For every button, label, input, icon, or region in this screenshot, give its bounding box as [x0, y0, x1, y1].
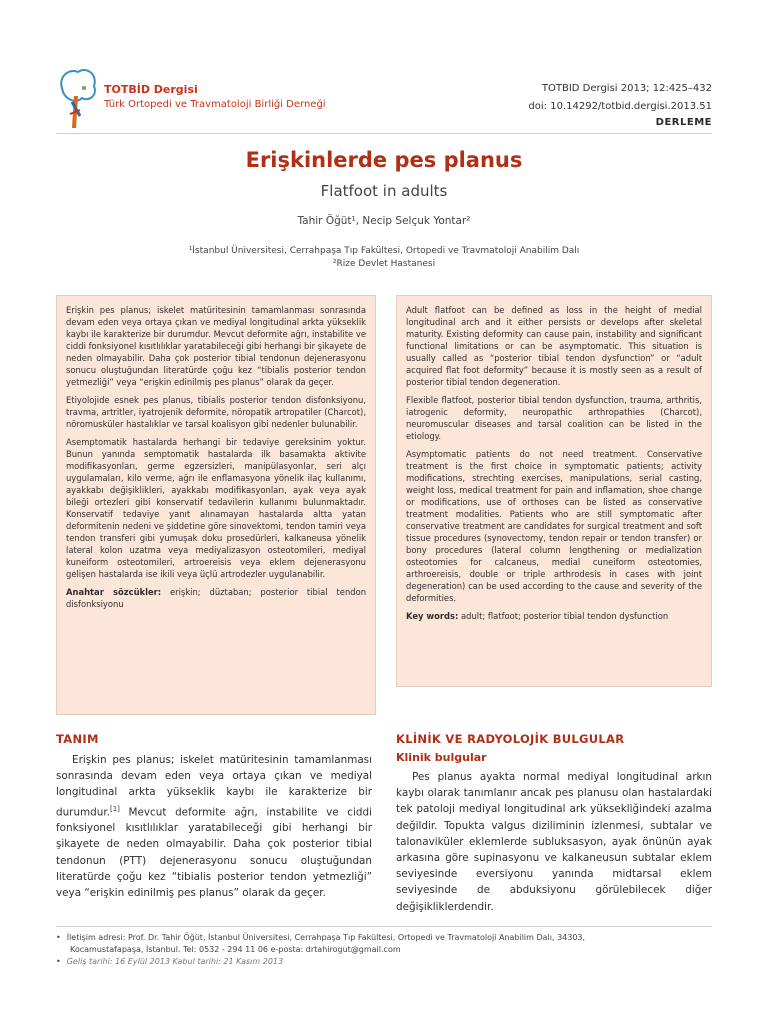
tree-logo-icon — [56, 66, 100, 132]
citation: TOTBID Dergisi 2013; 12:425–432 — [541, 83, 712, 94]
reference-1[interactable]: [1] — [109, 804, 120, 813]
bullet-icon: • — [56, 957, 61, 966]
keywords-tr-values: erişkin; düztaban; posterior tibial tendon disfonksiyonu — [66, 587, 366, 609]
affiliation-1: ¹İstanbul Üniversitesi, Cerrahpaşa Tıp Fakültesi, Ortopedi ve Travmatoloji Anabilim Dalı — [188, 246, 580, 256]
journal-logo — [56, 66, 100, 132]
article-title: Erişkinlerde pes planus — [245, 148, 523, 172]
doi: doi: 10.14292/totbid.dergisi.2013.51 — [528, 101, 712, 112]
keywords-en-label: Key words: — [406, 611, 459, 621]
contact-line-2: Kocamustafapaşa, İstanbul. Tel: 0532 - 294 11 06 e-posta: drtahirogut@gmail.com — [70, 945, 401, 954]
article-subtitle: Flatfoot in adults — [320, 182, 448, 200]
tanim-text-2: Mevcut deformite ağrı, instabilite ve ciddi fonksiyonel kısıtlılıklar yaratabileceği gibi herhangi bir şikayete de neden olmayabilir. Daha çok posterior tibial tendonun (PTT) dejenerasyonu sonucu oluştuğundan literatürde çoğu kez “tibialis posterior tendon yetmezliği” veya “erişkin edinilmiş pes planus” olarak da geçer. — [56, 806, 372, 900]
keywords-tr-label: Anahtar sözcükler: — [66, 587, 162, 597]
klinik-text: Pes planus ayakta normal mediyal longitudinal arkın kaybı olarak tanımlanır ancak pes planusu olan hastalardaki tek patoloji mediyal longitudinal ark yüksekliğindeki azalma değildir. Topukta valgus diziliminin izlenmesi, subtalar ve talonaviküler eklemlerde subluksasyon, ayak önünün ayak arkasına göre supinasyonu ve kalkaneusun subtalar eklem seviyesinde eversiyonu yanında midtarsal eklem seviyesinde de abduksiyonu görülebilecek diğer değişikliklerdendir. — [396, 771, 712, 913]
abstract-tr-p3: Asemptomatik hastalarda herhangi bir tedaviye gereksinim yoktur. Bunun yanında semptomatik hastalarda ilk basamakta aktivite modifikasyonları, germe egzersizleri, manipülasyonlar, seri alçı uygulamaları, kilo verme, ağrı ile enflamasyona yönelik ilaç kullanımı, ayakkabı değişiklikleri, ayakkabı modifikasyonları, ayak veya ayak bileği ortezleri gibi konservatif tedavilerin kullanımı bulunmaktadır. Konservatif tedaviye yanıt alınamayan hastalarda altta yatan deformitenin nedeni ve şiddetine göre sinovektomi, tendon tamiri veya tendon transferi gibi yumuşak doku prosedürleri, kalkaneusa yönelik lateral kolon uzatma veya mediyalizasyon osteotomileri, mediyal kuneiform osteotomileri, artroereisis veya eklem dejenerasyonu gelişen hastalarda ise ikili veya üçlü artrodezler uygulanabilir. — [66, 437, 366, 579]
footer — [56, 932, 716, 968]
tanim-text-1: Erişkin pes planus; iskelet matüritesinin tamamlanması sonrasında devam eden veya ortaya çıkan ve mediyal longitudinal arkta yükseklik kaybı ile karakterize bir durumdur. — [56, 754, 372, 819]
keywords-en — [406, 610, 702, 622]
subsection-heading-klinik-bulgular: Klinik bulgular — [396, 751, 487, 764]
abstract-en-p2: Flexible flatfoot, posterior tibial tendon dysfunction, trauma, arthritis, iatrogenic deformity, neuropathic arthropathies (Charcot), neuromuscular diseases and tarsal coalition can be listed in the etiology. — [406, 395, 702, 441]
section-heading-klinik: KLİNİK VE RADYOLOJİK BULGULAR — [396, 732, 625, 746]
keywords-tr — [66, 586, 366, 610]
abstract-english — [396, 295, 712, 687]
journal-title: TOTBİD Dergisi — [104, 83, 198, 96]
authors: Tahir Öğüt¹, Necip Selçuk Yontar² — [297, 215, 471, 227]
keywords-en-values: adult; flatfoot; posterior tibial tendon dysfunction — [458, 611, 669, 621]
bullet-icon: • — [56, 933, 61, 942]
abstract-tr-p2: Etiyolojide esnek pes planus, tibialis posterior tendon disfonksiyonu, travma, artritler, iyatrojenik deformite, nöropatik artropatiler (Charcot), nöromusküler hastalıklar ve tarsal koalisyon gibi nedenler bulunabilir. — [66, 395, 366, 429]
society-name: Türk Ortopedi ve Travmatoloji Birliği Derneği — [104, 99, 326, 110]
abstract-tr-p1: Erişkin pes planus; iskelet matüritesinin tamamlanması sonrasında devam eden veya ortaya çıkan ve mediyal longitudinal arkta yükseklik kaybı ile karakterize bir durumdur. Mevcut deformite ağrı, instabilite ve ciddi fonksiyonel kısıtlılıklar yaratabileceği gibi herhangi bir şikayete de neden olmayabilir. Daha çok posterior tibial tendonun dejenerasyonu sonucu oluştuğundan literatürde çoğu kez “tibialis posterior tendon yetmezliği” veya “erişkin edinilmiş pes planus” olarak da geçer. — [66, 305, 366, 387]
dates: Geliş tarihi: 16 Eylül 2013 Kabul tarihi: 21 Kasım 2013 — [66, 957, 284, 966]
abstract-en-p3: Asymptomatic patients do not need treatment. Conservative treatment is the first choice in symptomatic patients; activity modifications, strechting exercises, manipulations, serial casting, weight loss, medical treatment for pain and inflamation, shoe change or modifications, use of orthoses can be listed as conservative treatment modalities. Patients who are still symptomatic after conservative treatment are candidates for surgical treatment and soft tissue procedures (synovectomy, tendon repair or tendon transfer) or bony procedures (lateral column lengthening or medialization osteotomies for calcaneus, medial cuneiform osteotomies, arthroereisis, double or triple arthrodesis in cases with joint degeneration) can be used according to the cause and severity of the deformities. — [406, 449, 702, 603]
affiliation-2: ²Rize Devlet Hastanesi — [332, 259, 436, 269]
section-body-tanim — [56, 752, 372, 901]
section-heading-tanim: TANIM — [56, 732, 99, 746]
contact-address: İletişim adresi: Prof. Dr. Tahir Öğüt, İstanbul Üniversitesi, Cerrahpaşa Tıp Fakültesi, Ortopedi ve Travmatoloji Anabilim Dalı, 34303, — [66, 933, 586, 942]
abstract-turkish — [56, 295, 376, 715]
abstract-en-p1: Adult flatfoot can be defined as loss in the height of medial longitudinal arch and it either persists or develops after skeletal maturity. Existing deformity can cause pain, instability and significant functional limitations or can be asymptomatic. This situation is usually called as “posterior tibial tendon dysfunction” or “adult acquired flat foot deformity” because it is mostly seen as a result of posterior tibial tendon degeneration. — [406, 305, 702, 387]
header-divider — [56, 133, 712, 134]
footer-divider — [56, 926, 712, 927]
article-type: DERLEME — [655, 117, 712, 128]
section-body-klinik — [396, 769, 712, 915]
